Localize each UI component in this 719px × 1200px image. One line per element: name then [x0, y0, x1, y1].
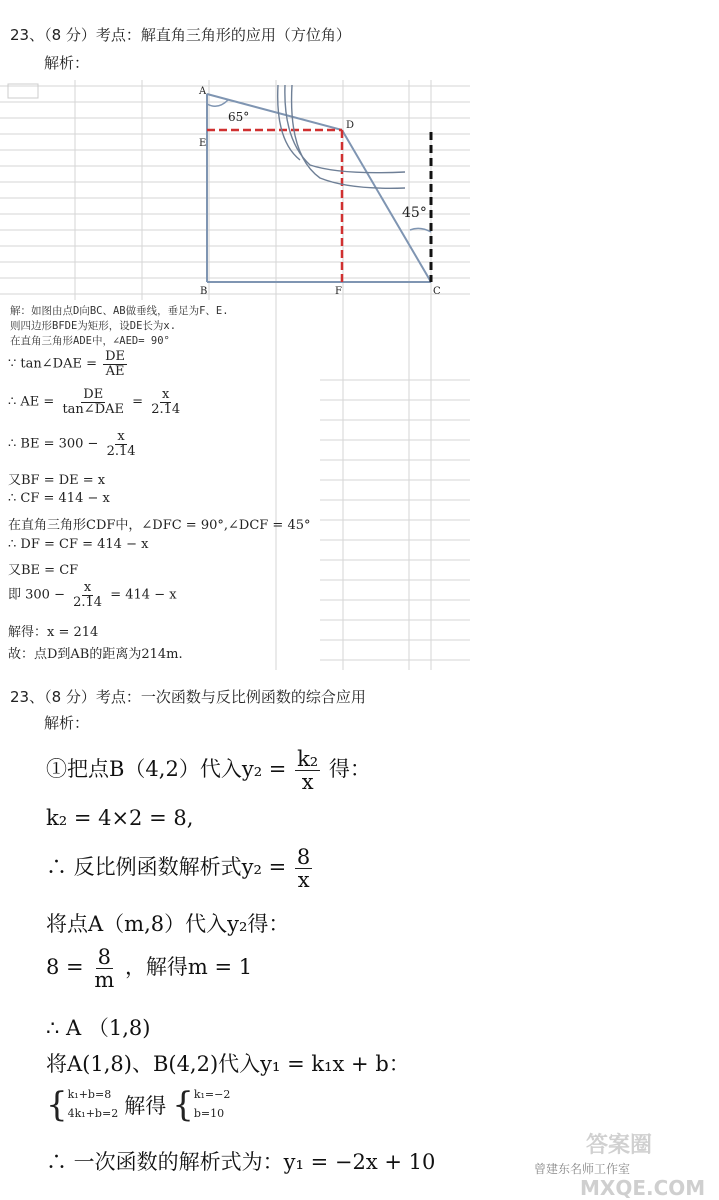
watermark-logo: 答案圈: [586, 1133, 653, 1158]
p2-l5-suffix: ，解得m = 1: [124, 955, 253, 980]
system-2: [194, 1086, 231, 1123]
solution-line-11: 故：点D到AB的距离为214m.: [8, 647, 183, 662]
eq2-num2: x: [161, 387, 170, 402]
solution-line-10: 解得：x = 214: [8, 625, 99, 640]
p2-line-3: [46, 846, 314, 891]
brace-left-2: {: [172, 1084, 194, 1125]
sys1-bot: 4k₁+b=2: [67, 1106, 119, 1120]
solution-line-8: 又BE = CF: [8, 563, 79, 578]
p2-l3-fraction: [295, 846, 312, 891]
eq1-den: AE: [105, 363, 125, 379]
eq2-fraction-2: [149, 388, 182, 416]
p2-l5-prefix: 8 =: [46, 955, 84, 980]
eq9-fraction: [71, 581, 104, 609]
p2-line-1: [46, 748, 371, 793]
solution-line-5: ∴ CF = 414 − x: [8, 491, 110, 506]
angle-arc-a: [207, 100, 228, 106]
curve-stroke-1: [285, 85, 405, 173]
watermark-site: MXQE.COM: [580, 1176, 706, 1200]
solution-line-1: 解：如图由点D向BC、AB做垂线，垂足为F、E.: [10, 305, 229, 317]
eq2-prefix: ∴ AE =: [8, 394, 55, 410]
p2-line-7: 将A(1,8)、B(4,2)代入y₁ = k₁x + b：: [46, 1052, 410, 1076]
angle-label-65: 65°: [228, 110, 250, 124]
eq3-fraction: [105, 430, 138, 458]
p2-l5-den: m: [94, 968, 115, 993]
point-label-f: F: [335, 286, 342, 297]
solution-line-4: 又BF = DE = x: [8, 473, 106, 488]
p2-line-9: ∴ 一次函数的解析式为：y₁ = −2x + 10: [46, 1150, 436, 1174]
p2-l1-suffix: 得：: [328, 757, 371, 782]
sys2-top: k₁=−2: [193, 1088, 231, 1101]
p2-l1-den: x: [301, 770, 314, 795]
point-label-d: D: [346, 120, 355, 131]
angle-arc-c: [410, 228, 431, 232]
eq3-prefix: ∴ BE = 300 −: [8, 436, 99, 452]
p2-line-2: k₂ = 4×2 = 8,: [46, 806, 194, 830]
sys1-top: k₁+b=8: [67, 1088, 112, 1101]
equation-tan-dae: [8, 350, 129, 378]
equation-be: [8, 430, 140, 458]
system-1: [68, 1086, 119, 1123]
solution-line-6: 在直角三角形CDF中，∠DFC = 90°,∠DCF = 45°: [8, 518, 311, 533]
p2-l3-num: 8: [296, 845, 311, 869]
p2-l5-num: 8: [97, 945, 111, 969]
problem2-header: 23、（8 分）考点：一次函数与反比例函数的综合应用: [10, 688, 366, 706]
brace-left-1: {: [46, 1084, 68, 1125]
eq2-den: tan∠DAE: [62, 401, 124, 417]
eq9-den: 2.14: [73, 594, 103, 610]
p2-l5-fraction: [92, 946, 116, 991]
solution-line-3: 在直角三角形ADE中，∠AED= 90°: [10, 335, 170, 347]
eq3-num: x: [117, 429, 125, 444]
eq3-den: 2.14: [106, 443, 136, 459]
eq1-num: DE: [105, 349, 126, 364]
solution-line-7: ∴ DF = CF = 414 − x: [8, 537, 149, 552]
p2-line-6: ∴ A （1,8): [46, 1016, 151, 1040]
p2-line-8: [46, 1086, 230, 1123]
angle-label-45: 45°: [402, 205, 427, 221]
p2-l1-prefix: ①把点B（4,2）代入y₂ =: [46, 757, 287, 782]
point-label-a: A: [199, 86, 207, 97]
p2-l1-num: k₂: [297, 747, 319, 771]
sys2-bot: b=10: [193, 1106, 225, 1120]
eq2-num: DE: [83, 387, 104, 402]
equation-ae: [8, 388, 184, 416]
eq9-suffix: = 414 − x: [110, 587, 177, 603]
solution-line-2: 则四边形BFDE为矩形，设DE长为x.: [10, 320, 177, 332]
p2-line-5: [46, 946, 252, 991]
problem1-header: 23、（8 分）考点：解直角三角形的应用（方位角）: [10, 26, 351, 44]
p2-l3-prefix: ∴ 反比例函数解析式y₂ =: [46, 855, 287, 880]
point-label-b: B: [200, 286, 208, 297]
p2-l1-fraction: [295, 748, 320, 793]
sys-mid: 解得: [124, 1093, 167, 1118]
eq1-prefix: ∵ tan∠DAE =: [8, 356, 97, 372]
eq9-prefix: 即 300 −: [8, 587, 65, 603]
p2-line-4: 将点A（m,8）代入y₂得：: [46, 912, 290, 936]
equation-combined: [8, 581, 177, 609]
eq2-equals: =: [132, 394, 144, 410]
eq2-fraction-1: [60, 388, 126, 416]
watermark-wechat: 曾建东名师工作室: [534, 1162, 631, 1176]
point-label-c: C: [433, 286, 441, 297]
eq1-fraction: [103, 350, 127, 378]
point-label-e: E: [199, 138, 207, 149]
problem2-subheader: 解析：: [44, 714, 90, 732]
p2-l3-den: x: [297, 868, 310, 893]
eq2-den2: 2.14: [151, 401, 181, 417]
eq9-num: x: [83, 580, 92, 595]
problem1-subheader: 解析：: [44, 54, 90, 72]
